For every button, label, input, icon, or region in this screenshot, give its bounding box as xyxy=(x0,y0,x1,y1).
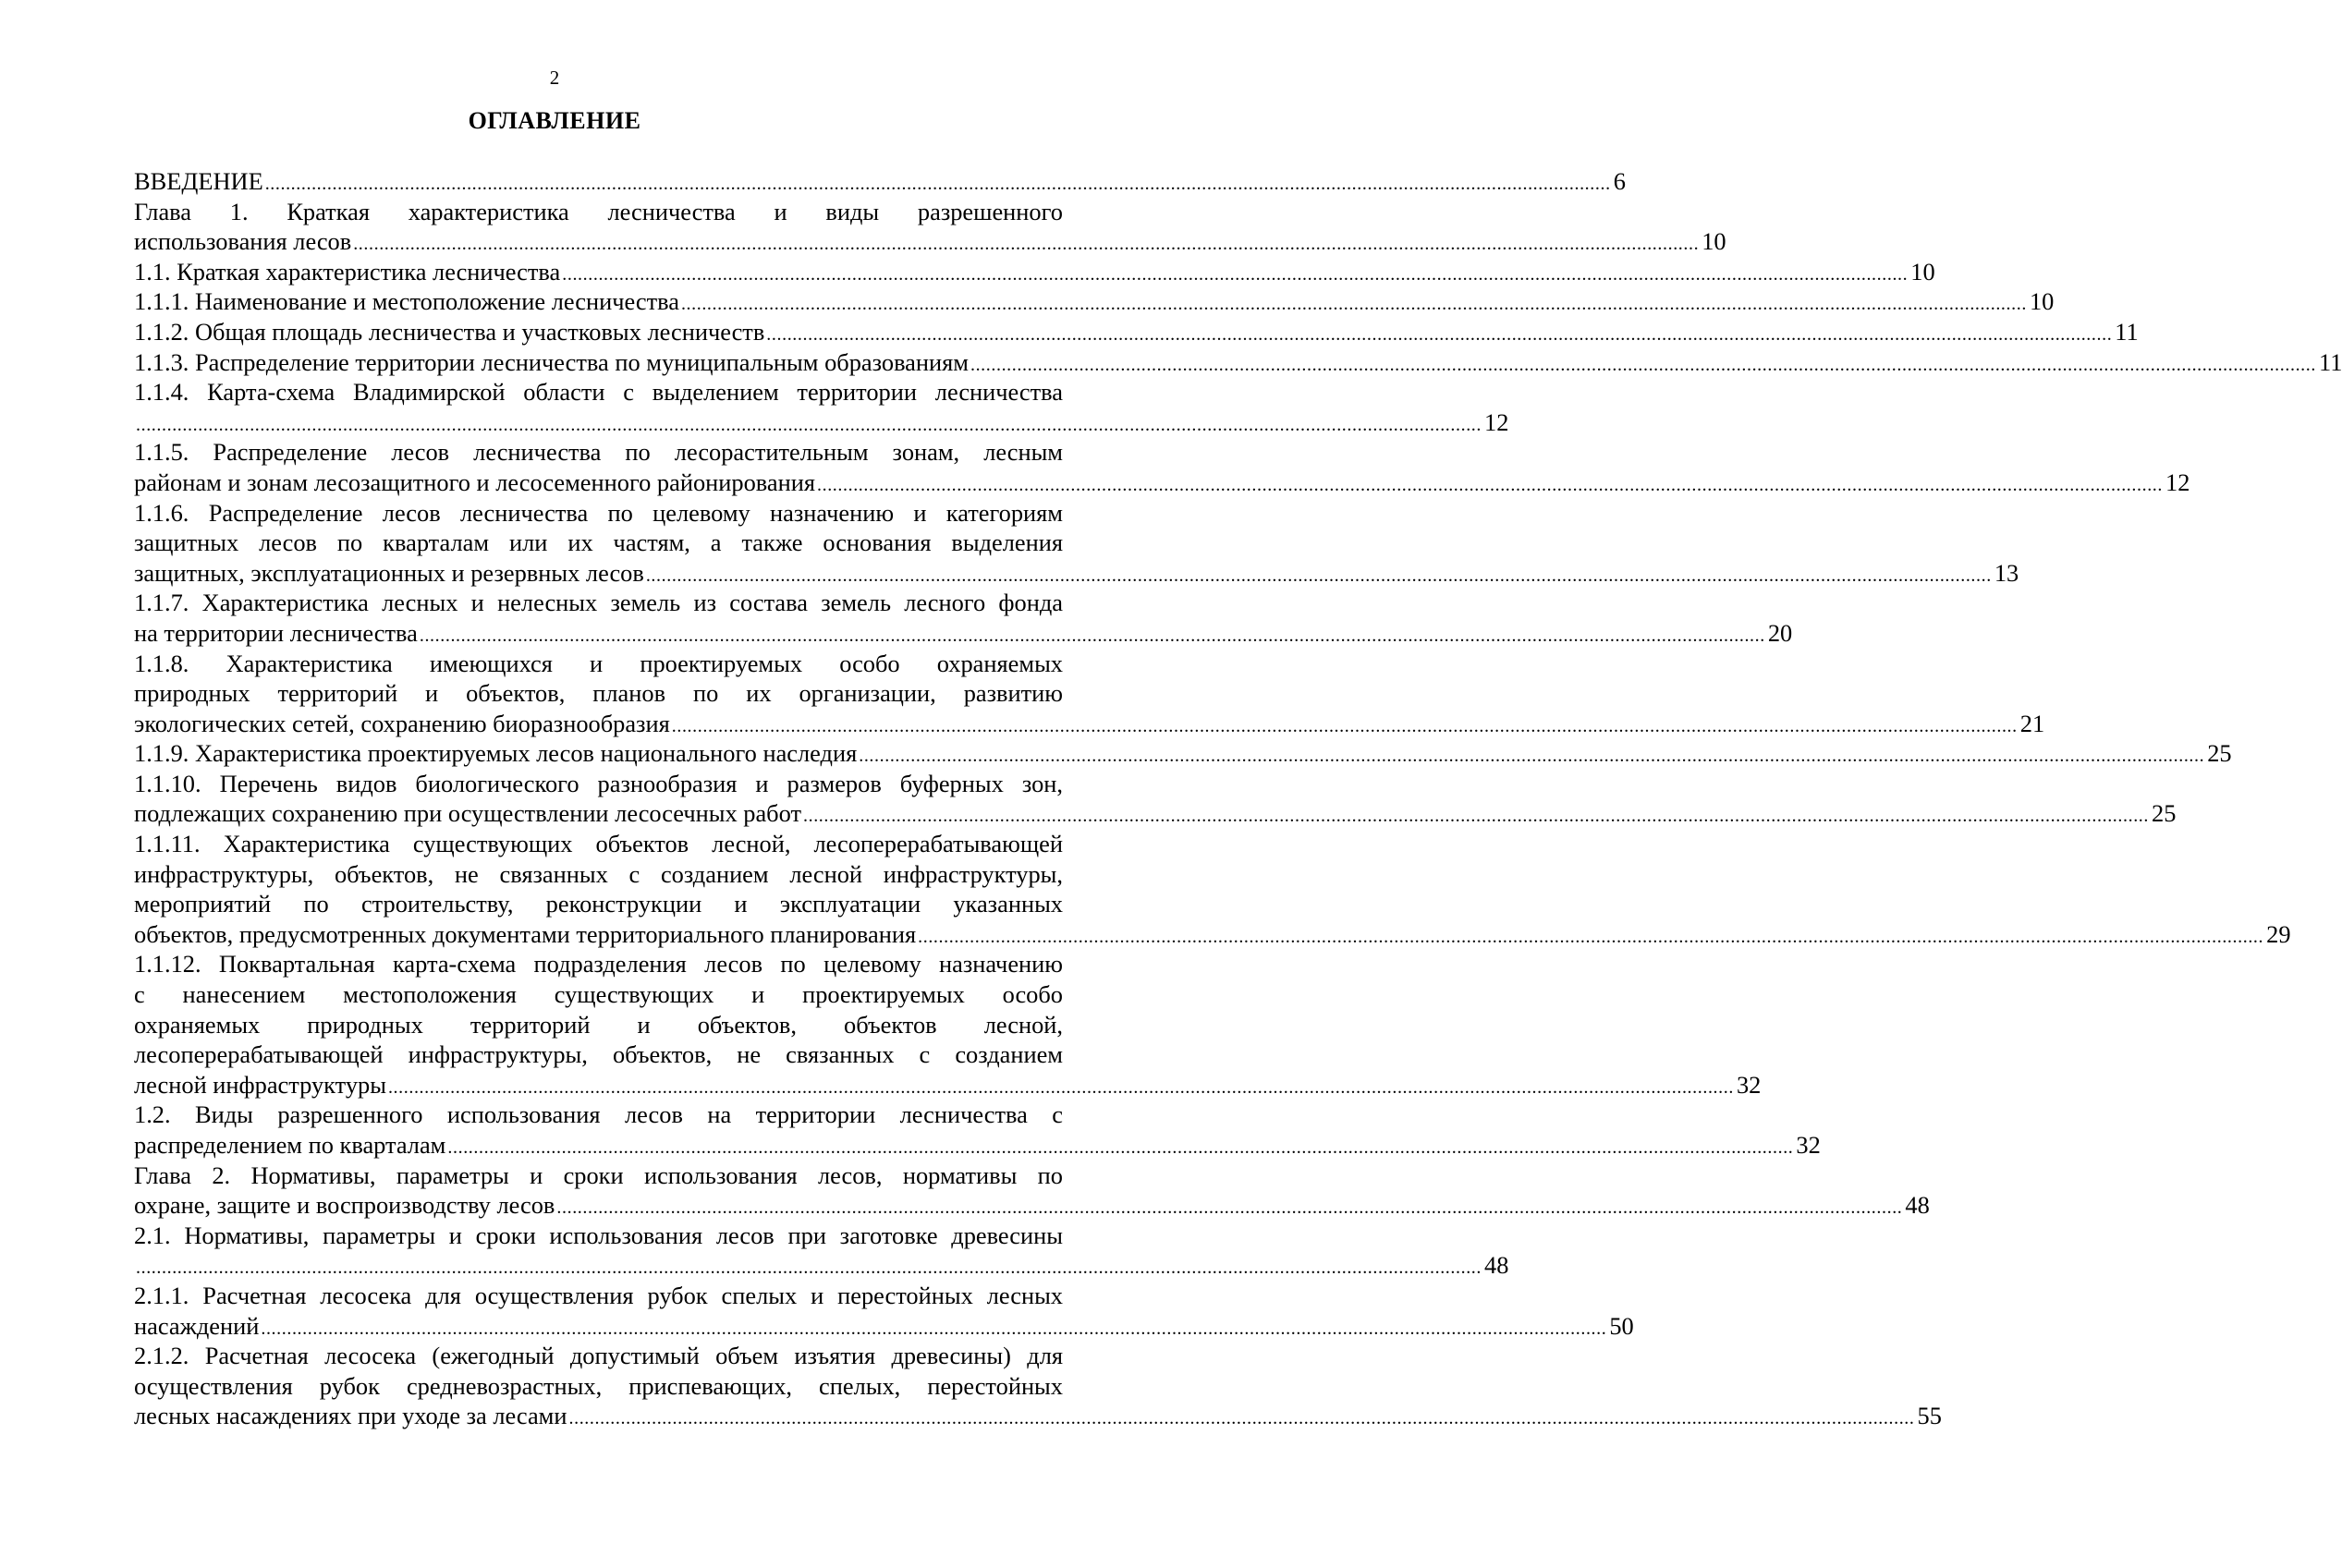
toc-entry-line: 1.1.7. Характеристика лесных и нелесных земель из состава земель лесного фонда xyxy=(134,589,1063,617)
toc-entry-line: 1.1.8. Характеристика имеющихся и проектируемых особо охраняемых xyxy=(134,649,1063,677)
toc-entry-title: объектов, предусмотренных документами территориального планирования xyxy=(134,919,917,948)
toc-entry-line: 2.1. Нормативы, параметры и сроки использования лесов при заготовке древесины xyxy=(134,1221,1063,1249)
toc-entry-page-number: 32 xyxy=(1734,1070,1761,1100)
toc-entry-line: осуществления рубок средневозрастных, приспевающих, спелых, перестойных xyxy=(134,1371,1063,1400)
toc-entry xyxy=(134,949,1762,1100)
toc-entry-leader-line xyxy=(134,1070,1762,1100)
toc-entry-page-number: 12 xyxy=(2163,468,2190,498)
dot-leader: .................................................................................................................................................................................................................................................................... xyxy=(447,1137,1794,1158)
toc-entry-line: 1.1.5. Распределение лесов лесничества по лесорастительным зонам, лесным xyxy=(134,438,1063,467)
toc-entry-page-number: 25 xyxy=(2149,798,2176,829)
toc-entry-title: 1.1.9. Характеристика проектируемых лесов национального наследия xyxy=(134,739,858,768)
toc-entry xyxy=(134,166,1626,197)
toc-entry-leader-line xyxy=(134,1190,1930,1221)
toc-entry-line: 1.1.12. Поквартальная карта-схема подразделения лесов по целевому назначению xyxy=(134,950,1063,978)
toc-entry xyxy=(134,769,2177,829)
toc-entry-page-number: 11 xyxy=(2112,317,2138,347)
toc-entry-line: природных территорий и объектов, планов по их организации, развитию xyxy=(134,679,1063,708)
dot-leader: .................................................................................................................................................................................................................................................................... xyxy=(264,174,1611,194)
toc-entry-leader-line xyxy=(134,738,2232,769)
dot-leader: .................................................................................................................................................................................................................................................................... xyxy=(261,1318,1607,1339)
toc-entry-leader-line xyxy=(134,558,2019,589)
toc-entry-line: 1.1.4. Карта-схема Владимирской области с выделением территории лесничества xyxy=(134,378,1063,407)
toc-entry xyxy=(134,1281,1634,1341)
toc-entry-title: распределением по кварталам xyxy=(134,1131,446,1159)
toc-entry xyxy=(134,286,2055,317)
toc-entry-leader-line xyxy=(134,709,2045,739)
toc-entry-page-number: 10 xyxy=(1699,226,1726,257)
toc-entry-leader-line xyxy=(134,1311,1634,1342)
toc-entry xyxy=(134,829,2291,949)
dot-leader: .................................................................................................................................................................................................................................................................... xyxy=(419,625,1765,646)
toc-entry xyxy=(134,1161,1930,1221)
toc-entry-page-number: 55 xyxy=(1915,1401,1942,1431)
toc-entry-page-number: 29 xyxy=(2263,919,2290,950)
dot-leader: .................................................................................................................................................................................................................................................................... xyxy=(556,1197,1903,1219)
dot-leader: .................................................................................................................................................................................................................................................................... xyxy=(803,806,2149,827)
toc-entry xyxy=(134,377,1509,437)
toc-entry-leader-line xyxy=(134,257,1935,287)
page-number: 2 xyxy=(549,67,560,89)
toc-entry xyxy=(134,437,2190,497)
toc-entry-leader-line xyxy=(134,1250,1509,1281)
dot-leader: .................................................................................................................................................................................................................................................................... xyxy=(766,323,2113,345)
dot-leader: .................................................................................................................................................................................................................................................................... xyxy=(817,474,2163,495)
toc-entry-leader-line xyxy=(134,407,1509,438)
toc-entry-title: лесных насаждениях при уходе за лесами xyxy=(134,1402,567,1430)
toc-entry-page-number: 6 xyxy=(1611,166,1626,197)
toc-entry-line: 2.1.1. Расчетная лесосека для осуществления рубок спелых и перестойных лесных xyxy=(134,1281,1063,1309)
toc-entry-line: мероприятий по строительству, реконструкции и эксплуатации указанных xyxy=(134,890,1063,918)
dot-leader: .................................................................................................................................................................................................................................................................... xyxy=(970,354,2316,375)
toc-entry-leader-line xyxy=(134,468,2190,498)
toc-entry-leader-line xyxy=(134,166,1626,197)
dot-leader: .................................................................................................................................................................................................................................................................... xyxy=(680,294,2027,315)
dot-leader: .................................................................................................................................................................................................................................................................... xyxy=(562,263,1909,285)
toc-entry-page-number: 48 xyxy=(1482,1250,1508,1281)
toc-entry xyxy=(134,588,1793,648)
toc-entry xyxy=(134,1341,1942,1431)
toc-entry-line: инфраструктуры, объектов, не связанных с созданием лесной инфраструктуры, xyxy=(134,859,1063,888)
toc-entry-line: 1.1.10. Перечень видов биологического разнообразия и размеров буферных зон, xyxy=(134,769,1063,797)
toc-entry-title: 1.1.1. Наименование и местоположение лесничества xyxy=(134,287,679,316)
toc-entry-title: подлежащих сохранению при осуществлении лесосечных работ xyxy=(134,799,801,828)
toc-entry-page-number: 13 xyxy=(1992,558,2019,589)
toc-entry-title: районам и зонам лесозащитного и лесосеменного районирования xyxy=(134,468,815,496)
toc-entry-line: 1.2. Виды разрешенного использования лесов на территории лесничества с xyxy=(134,1100,1063,1129)
dot-leader: .................................................................................................................................................................................................................................................................... xyxy=(136,1258,1482,1279)
page-title: ОГЛАВЛЕНИЕ xyxy=(468,107,641,134)
table-of-contents xyxy=(134,166,2342,1431)
dot-leader: .................................................................................................................................................................................................................................................................... xyxy=(387,1076,1734,1098)
dot-leader: .................................................................................................................................................................................................................................................................... xyxy=(859,746,2205,767)
toc-entry xyxy=(134,738,2232,769)
toc-entry-page-number: 50 xyxy=(1606,1311,1633,1342)
toc-entry-leader-line xyxy=(134,226,1726,257)
toc-entry-title: 1.1. Краткая характеристика лесничества xyxy=(134,257,561,286)
toc-entry-page-number: 21 xyxy=(2018,709,2044,739)
toc-entry-leader-line xyxy=(134,618,1793,649)
dot-leader: .................................................................................................................................................................................................................................................................... xyxy=(353,234,1700,255)
toc-entry xyxy=(134,257,1935,287)
toc-entry xyxy=(134,317,2139,347)
dot-leader: .................................................................................................................................................................................................................................................................... xyxy=(918,926,2264,947)
toc-entry-page-number: 32 xyxy=(1793,1130,1820,1161)
toc-entry-line: лесоперерабатывающей инфраструктуры, объектов, не связанных с созданием xyxy=(134,1040,1063,1069)
toc-entry-leader-line xyxy=(134,798,2177,829)
toc-entry-line: защитных лесов по кварталам или их частям, а также основания выделения xyxy=(134,529,1063,557)
toc-entry-page-number: 10 xyxy=(1908,257,1934,287)
toc-entry-title: охране, защите и воспроизводству лесов xyxy=(134,1191,555,1220)
toc-entry-leader-line xyxy=(134,347,2342,378)
toc-entry-page-number: 48 xyxy=(1902,1190,1929,1221)
toc-entry xyxy=(134,347,2342,378)
toc-entry-leader-line xyxy=(134,317,2139,347)
toc-entry-line: 1.1.6. Распределение лесов лесничества по целевому назначению и категориям xyxy=(134,498,1063,527)
toc-entry-title: защитных, эксплуатационных и резервных лесов xyxy=(134,558,644,587)
toc-entry-page-number: 12 xyxy=(1482,407,1508,438)
toc-entry xyxy=(134,1100,1821,1160)
toc-entry-title: насаждений xyxy=(134,1311,260,1340)
toc-entry-line: Глава 2. Нормативы, параметры и сроки использования лесов, нормативы по xyxy=(134,1161,1063,1189)
toc-entry-page-number: 10 xyxy=(2027,286,2054,317)
toc-entry-title: экологических сетей, сохранению биоразнообразия xyxy=(134,709,670,737)
toc-entry xyxy=(134,1221,1509,1281)
toc-entry-page-number: 11 xyxy=(2316,347,2342,378)
toc-entry xyxy=(134,197,1726,257)
toc-entry-leader-line xyxy=(134,1130,1821,1161)
dot-leader: .................................................................................................................................................................................................................................................................... xyxy=(568,1408,1915,1429)
toc-entry-title: ВВЕДЕНИЕ xyxy=(134,167,263,195)
toc-entry-page-number: 20 xyxy=(1765,618,1792,649)
dot-leader: .................................................................................................................................................................................................................................................................... xyxy=(136,414,1482,435)
toc-entry-line: 1.1.11. Характеристика существующих объектов лесной, лесоперерабатывающей xyxy=(134,830,1063,858)
toc-entry-line: 2.1.2. Расчетная лесосека (ежегодный допустимый объем изъятия древесины) для xyxy=(134,1342,1063,1370)
toc-entry-line: Глава 1. Краткая характеристика лесничества и виды разрешенного xyxy=(134,197,1063,225)
toc-entry-title: 1.1.2. Общая площадь лесничества и участковых лесничеств xyxy=(134,317,765,346)
toc-entry-title: использования лесов xyxy=(134,227,352,256)
toc-entry-page-number: 25 xyxy=(2204,738,2231,769)
toc-entry-leader-line xyxy=(134,1401,1942,1431)
toc-entry-title: лесной инфраструктуры xyxy=(134,1070,386,1099)
toc-entry xyxy=(134,498,2019,589)
dot-leader: .................................................................................................................................................................................................................................................................... xyxy=(671,715,2018,736)
toc-entry-title: 1.1.3. Распределение территории лесничества по муниципальным образованиям xyxy=(134,347,969,376)
toc-entry-line: охраняемых природных территорий и объектов, объектов лесной, xyxy=(134,1010,1063,1039)
toc-entry xyxy=(134,649,2045,739)
dot-leader: .................................................................................................................................................................................................................................................................... xyxy=(645,565,1992,586)
toc-entry-title: на территории лесничества xyxy=(134,618,418,647)
toc-entry-leader-line xyxy=(134,286,2055,317)
toc-entry-leader-line xyxy=(134,919,2291,950)
toc-entry-line: с нанесением местоположения существующих и проектируемых особо xyxy=(134,980,1063,1009)
